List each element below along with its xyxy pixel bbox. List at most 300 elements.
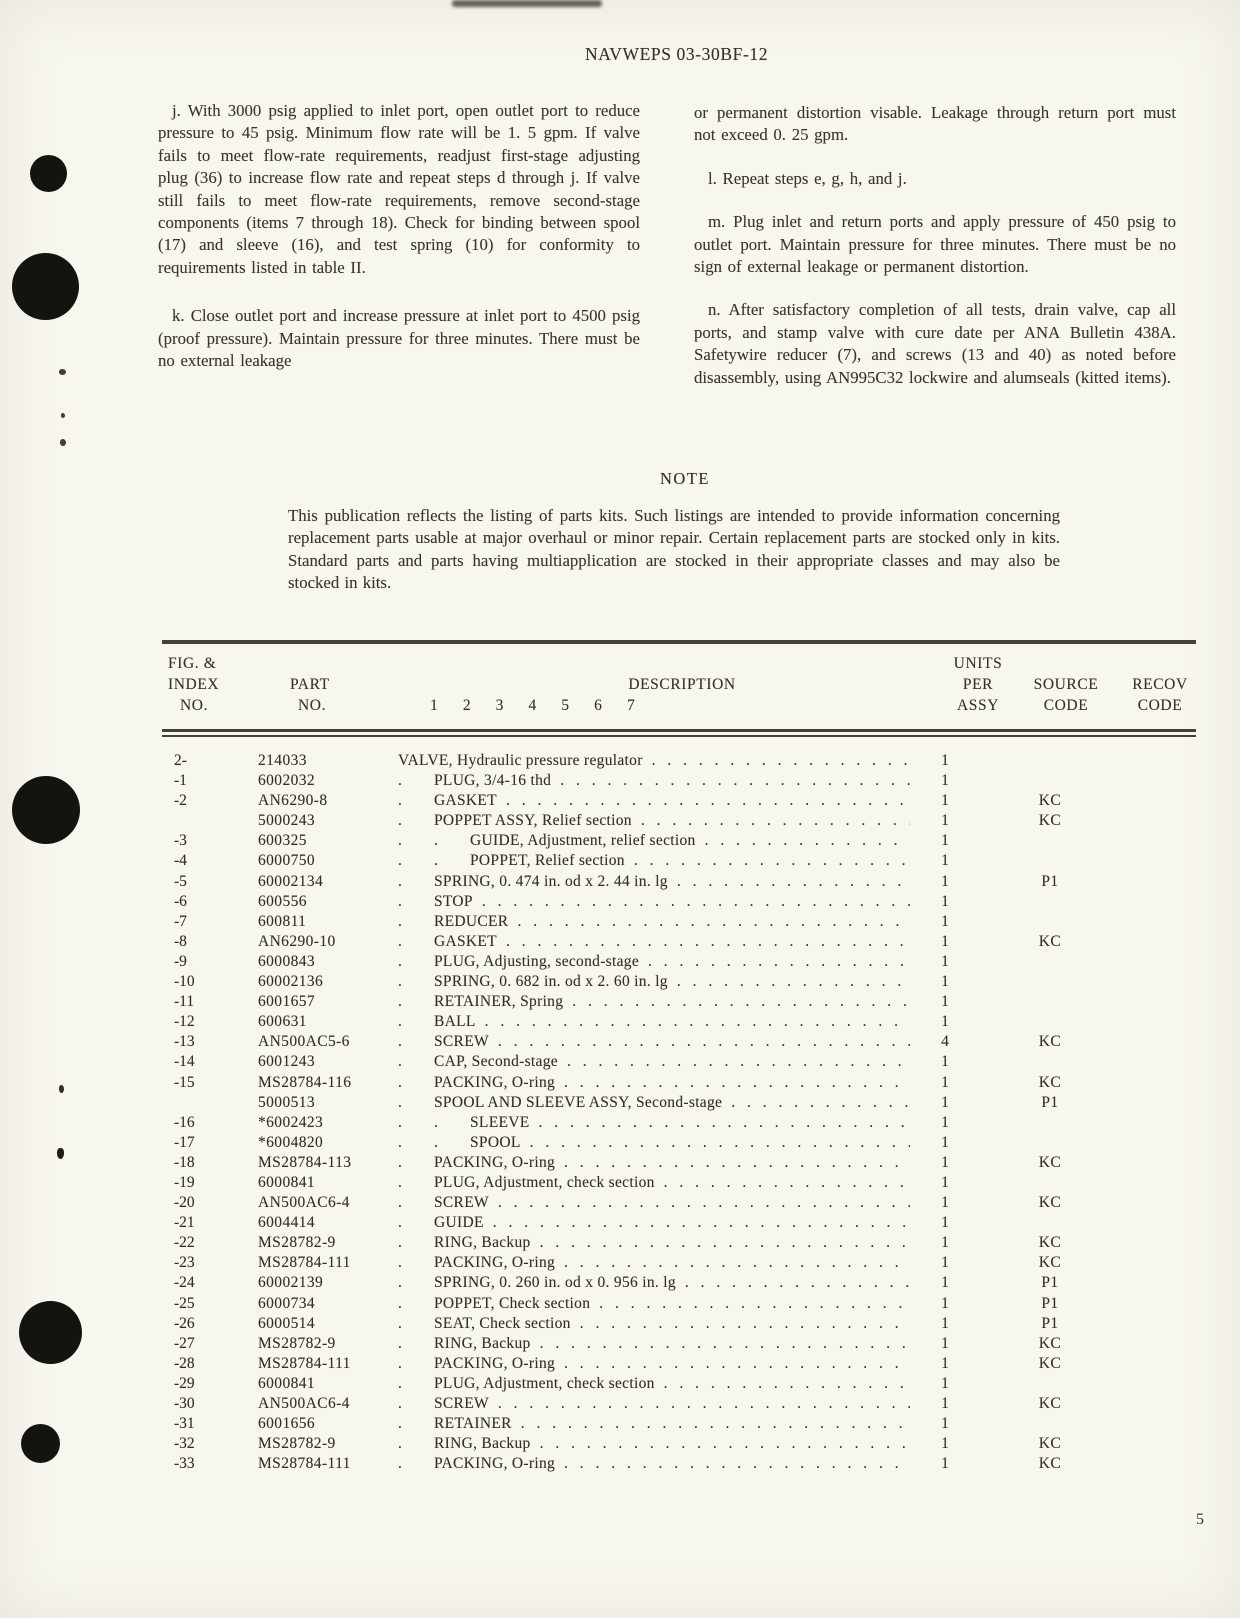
description-text: PACKING, O-ring <box>434 1073 556 1091</box>
fig-index-cell: -20 <box>174 1194 195 1212</box>
paragraph-k: k. Close outlet port and increase pressure at inlet port to 4500 psig (proof pressure). Maintain pressure for three minutes. There must be no external leakage <box>158 306 640 371</box>
table-rule-header-bottom <box>162 729 1196 732</box>
fig-index-cell: 2- <box>174 752 187 769</box>
punch-hole-mark <box>30 155 67 192</box>
fig-index-cell: -31 <box>174 1415 195 1433</box>
units-per-assy-cell: 1 <box>941 772 949 790</box>
source-code-cell: KC <box>1038 792 1062 810</box>
units-per-assy-cell: 1 <box>941 832 949 850</box>
dot-leader <box>530 1134 910 1152</box>
indent-dot: . <box>398 872 402 890</box>
indent-dot: . <box>398 832 402 850</box>
units-per-assy-cell: 1 <box>941 1415 949 1433</box>
table-row <box>160 933 1200 953</box>
description-text: BALL <box>434 1013 476 1031</box>
dot-leader <box>506 792 910 810</box>
source-code-cell: KC <box>1038 1254 1062 1272</box>
ink-speck <box>57 1148 64 1159</box>
description-cell <box>398 812 910 830</box>
paragraph-j: j. With 3000 psig applied to inlet port, open outlet port to reduce pressure to 45 psig. Minimum flow rate will be 1. 5 gpm. If valve fails to meet flow-rate requirements, readjust first-stage adjusting plug (36) to increase flow rate and repeat steps d through j. If valve still fails to meet flow-rate requirements, remove second-stage components (items 7 through 18). Check for binding between spool (17) and sleeve (16), and test spring (10) for conformity to requirements listed in table II. <box>158 101 640 277</box>
source-code-cell: KC <box>1038 1395 1062 1412</box>
part-number-cell: AN500AC6-4 <box>258 1194 350 1212</box>
part-number-cell: 6000734 <box>258 1294 316 1312</box>
dot-leader <box>540 1435 910 1453</box>
part-number-cell: MS28782-9 <box>258 1234 336 1252</box>
indent-dot: . <box>398 952 402 970</box>
indent-dot: . <box>398 1314 402 1332</box>
dot-leader <box>634 852 910 870</box>
units-per-assy-cell: 1 <box>941 1254 949 1272</box>
table-row <box>160 1053 1200 1073</box>
part-number-cell: 6001656 <box>258 1415 316 1433</box>
part-number-cell: MS28784-111 <box>258 1455 351 1473</box>
indent-dot: . <box>398 1053 402 1071</box>
dot-leader <box>677 973 910 991</box>
table-row <box>160 792 1200 812</box>
units-per-assy-cell: 1 <box>941 1113 949 1131</box>
source-code-cell: KC <box>1038 1435 1062 1453</box>
fig-index-cell: -17 <box>174 1133 195 1151</box>
table-row <box>160 1415 1200 1435</box>
table-row <box>160 1154 1200 1174</box>
dot-leader <box>506 933 910 951</box>
description-cell <box>398 1375 910 1393</box>
fig-index-cell: -25 <box>174 1294 195 1312</box>
units-per-assy-cell: 1 <box>941 1214 949 1232</box>
units-per-assy-cell: 1 <box>941 1314 949 1332</box>
source-code-cell: KC <box>1038 1455 1062 1473</box>
paragraph-m: m. Plug inlet and return ports and apply pressure of 450 psig to outlet port. Maintain pressure for three minutes. There must be no sign of external leakage or permanent distortion. <box>694 212 1176 277</box>
paragraph-n: n. After satisfactory completion of all tests, drain valve, cap all ports, and stamp valve with cure date per ANA Bulletin 438A. Safetywire reducer (7), and screws (13 and 40) as noted before disassembly, using AN995C32 lockwire and alumseals (kitted items). <box>694 300 1176 387</box>
table-row <box>160 1355 1200 1375</box>
fig-index-cell: -14 <box>174 1053 195 1071</box>
description-cell <box>398 1114 910 1132</box>
description-cell <box>398 1415 910 1433</box>
fig-index-cell: -18 <box>174 1153 195 1171</box>
dot-leader <box>517 913 910 931</box>
fig-index-cell: -33 <box>174 1455 195 1473</box>
description-cell <box>398 1094 910 1112</box>
part-number-cell: 600556 <box>258 892 307 910</box>
description-cell <box>398 993 910 1011</box>
part-number-cell: *6004820 <box>258 1133 324 1151</box>
punch-hole-mark <box>12 776 80 844</box>
units-per-assy-cell: 1 <box>941 1334 949 1352</box>
source-code-cell: KC <box>1038 1153 1062 1171</box>
description-text: SPOOL <box>470 1133 521 1151</box>
part-number-cell: MS28784-111 <box>258 1354 351 1372</box>
indent-dot: . <box>398 1153 402 1171</box>
description-text: SPRING, 0. 682 in. od x 2. 60 in. lg <box>434 973 668 991</box>
description-cell <box>398 1274 910 1292</box>
table-row <box>160 1335 1200 1355</box>
description-cell <box>398 1134 910 1152</box>
scan-smudge <box>452 0 602 7</box>
fig-index-cell: -3 <box>174 832 187 850</box>
dot-leader <box>521 1415 910 1433</box>
description-text: STOP <box>434 892 473 910</box>
table-row <box>160 752 1200 772</box>
indent-dot: . <box>398 1294 402 1312</box>
dot-leader <box>731 1094 910 1112</box>
dot-leader <box>705 832 910 850</box>
paragraph-k-continued: or permanent distortion visable. Leakage through return port must not exceed 0. 25 gpm. <box>694 103 1176 145</box>
units-per-assy-cell: 1 <box>941 1294 949 1312</box>
fig-index-cell: -24 <box>174 1274 195 1292</box>
indent-dot: . <box>398 1113 402 1131</box>
units-per-assy-cell: 1 <box>941 912 949 930</box>
indent-dot: . <box>398 1395 402 1412</box>
source-code-cell: KC <box>1038 1033 1062 1051</box>
units-per-assy-cell: 1 <box>941 1395 949 1412</box>
indent-dot: . <box>398 1455 402 1473</box>
table-row <box>160 973 1200 993</box>
description-cell <box>398 1395 910 1413</box>
units-per-assy-cell: 1 <box>941 1374 949 1392</box>
units-per-assy-cell: 1 <box>941 952 949 970</box>
part-number-cell: 6000841 <box>258 1173 316 1191</box>
description-text: PACKING, O-ring <box>434 1455 556 1473</box>
part-number-cell: 5000513 <box>258 1093 316 1111</box>
part-number-cell: 600811 <box>258 912 307 930</box>
fig-index-cell: -21 <box>174 1214 195 1232</box>
source-code-cell: KC <box>1038 1194 1062 1212</box>
part-number-cell: 5000243 <box>258 812 316 830</box>
description-text: RING, Backup <box>434 1234 531 1252</box>
description-cell <box>398 1254 910 1272</box>
description-text: SPRING, 0. 474 in. od x 2. 44 in. lg <box>434 872 668 890</box>
fig-index-cell: -11 <box>174 993 195 1011</box>
header-recov-line2: CODE <box>1137 697 1183 714</box>
indent-dot: . <box>398 1415 402 1433</box>
indent-dot: . <box>398 1254 402 1272</box>
description-text: SLEEVE <box>470 1113 530 1131</box>
fig-index-cell: -15 <box>174 1073 195 1091</box>
part-number-cell: 600325 <box>258 832 307 850</box>
fig-index-cell: -10 <box>174 973 195 991</box>
header-indent-scale: 1 2 3 4 5 6 7 <box>430 697 636 714</box>
indent-dot: . <box>398 1274 402 1292</box>
indent-dot: . <box>398 1013 402 1031</box>
punch-hole-mark <box>12 253 79 320</box>
description-cell <box>398 973 910 991</box>
part-number-cell: AN500AC5-6 <box>258 1033 350 1051</box>
table-row <box>160 1435 1200 1455</box>
table-row <box>160 873 1200 893</box>
description-text: RING, Backup <box>434 1334 531 1352</box>
fig-index-cell: -27 <box>174 1334 195 1352</box>
part-number-cell: AN500AC6-4 <box>258 1395 350 1412</box>
header-units-line1: UNITS <box>953 655 1003 672</box>
note-body: This publication reflects the listing of parts kits. Such listings are intended to provide information concerning replacement parts usable at major overhaul or minor repair. Certain replacement parts are stocked only in kits. Standard parts and parts having multiapplication are stocked in their appropriate classes and may also be stocked in kits. <box>288 506 1060 593</box>
header-part-line2: NO. <box>298 697 327 714</box>
document-title: NAVWEPS 03-30BF-12 <box>585 44 769 64</box>
description-text: PLUG, Adjustment, check section <box>434 1173 655 1191</box>
table-row <box>160 953 1200 973</box>
units-per-assy-cell: 1 <box>941 1274 949 1292</box>
units-per-assy-cell: 1 <box>941 1133 949 1151</box>
dot-leader <box>677 873 910 891</box>
dot-leader <box>652 752 910 770</box>
indent-dot: . <box>398 1374 402 1392</box>
description-text: SPRING, 0. 260 in. od x 0. 956 in. lg <box>434 1274 676 1292</box>
dot-leader <box>485 1013 910 1031</box>
source-code-cell: KC <box>1038 1354 1062 1372</box>
header-description: DESCRIPTION <box>628 676 736 693</box>
part-number-cell: 6000843 <box>258 952 316 970</box>
dot-leader <box>564 1355 910 1373</box>
source-code-cell: P1 <box>1041 1294 1059 1312</box>
description-cell <box>398 1033 910 1051</box>
table-row <box>160 1114 1200 1134</box>
header-source-line1: SOURCE <box>1033 676 1099 693</box>
units-per-assy-cell: 4 <box>941 1033 949 1051</box>
table-row <box>160 1214 1200 1234</box>
part-number-cell: *6002423 <box>258 1113 324 1131</box>
indent-dot: . <box>434 852 438 870</box>
dot-leader <box>572 993 910 1011</box>
description-text: PLUG, Adjustment, check section <box>434 1374 655 1392</box>
dot-leader <box>564 1154 910 1172</box>
table-row <box>160 1395 1200 1415</box>
dot-leader <box>498 1194 910 1212</box>
part-number-cell: 60002134 <box>258 872 324 890</box>
description-cell <box>398 1295 910 1313</box>
fig-index-cell: -6 <box>174 892 187 910</box>
dot-leader <box>567 1053 910 1071</box>
text-column-right <box>694 102 1176 389</box>
indent-dot: . <box>398 852 402 870</box>
indent-dot: . <box>398 932 402 950</box>
indent-dot: . <box>398 1234 402 1252</box>
fig-index-cell: -12 <box>174 1013 195 1031</box>
indent-dot: . <box>434 832 438 850</box>
description-cell <box>398 873 910 891</box>
source-code-cell: KC <box>1038 1073 1062 1091</box>
description-text: REDUCER <box>434 912 509 930</box>
dot-leader <box>540 1335 910 1353</box>
description-text: PACKING, O-ring <box>434 1354 556 1372</box>
table-row <box>160 1094 1200 1114</box>
indent-dot: . <box>398 1073 402 1091</box>
units-per-assy-cell: 1 <box>941 852 949 870</box>
units-per-assy-cell: 1 <box>941 973 949 991</box>
text-column-left <box>158 100 640 372</box>
description-cell <box>398 1214 910 1232</box>
dot-leader <box>641 812 910 830</box>
description-text: POPPET, Relief section <box>470 852 625 870</box>
fig-index-cell: -26 <box>174 1314 195 1332</box>
part-number-cell: MS28782-9 <box>258 1435 336 1453</box>
units-per-assy-cell: 1 <box>941 1234 949 1252</box>
ink-speck <box>61 413 65 418</box>
description-text: VALVE, Hydraulic pressure regulator <box>398 752 643 769</box>
units-per-assy-cell: 1 <box>941 792 949 810</box>
table-row <box>160 1274 1200 1294</box>
header-part-line1: PART <box>290 676 330 693</box>
description-text: RETAINER <box>434 1415 512 1433</box>
description-cell <box>398 792 910 810</box>
dot-leader <box>664 1375 910 1393</box>
part-number-cell: 6000841 <box>258 1374 316 1392</box>
description-text: RING, Backup <box>434 1435 531 1453</box>
indent-dot: . <box>398 1435 402 1453</box>
table-row <box>160 1254 1200 1274</box>
indent-dot: . <box>398 1173 402 1191</box>
description-cell <box>398 1154 910 1172</box>
table-row <box>160 1134 1200 1154</box>
units-per-assy-cell: 1 <box>941 1013 949 1031</box>
source-code-cell: P1 <box>1041 872 1059 890</box>
description-text: PLUG, Adjusting, second-stage <box>434 952 640 970</box>
description-cell <box>398 752 910 770</box>
table-row <box>160 852 1200 872</box>
table-row <box>160 1234 1200 1254</box>
table-row <box>160 913 1200 933</box>
description-text: PACKING, O-ring <box>434 1153 556 1171</box>
table-row <box>160 1174 1200 1194</box>
description-cell <box>398 1194 910 1212</box>
table-row <box>160 1033 1200 1053</box>
description-text: PLUG, 3/4-16 thd <box>434 772 552 790</box>
indent-dot: . <box>398 812 402 830</box>
part-number-cell: 6000514 <box>258 1314 316 1332</box>
fig-index-cell: -7 <box>174 912 187 930</box>
units-per-assy-cell: 1 <box>941 1173 949 1191</box>
description-text: PACKING, O-ring <box>434 1254 556 1272</box>
part-number-cell: MS28782-9 <box>258 1334 336 1352</box>
units-per-assy-cell: 1 <box>941 1053 949 1071</box>
dot-leader <box>560 772 910 790</box>
description-text: SCREW <box>434 1395 489 1412</box>
header-source-line2: CODE <box>1043 697 1089 714</box>
part-number-cell: 600631 <box>258 1013 307 1031</box>
units-per-assy-cell: 1 <box>941 1153 949 1171</box>
indent-dot: . <box>398 1133 402 1151</box>
fig-index-cell: -4 <box>174 852 187 870</box>
description-text: POPPET, Check section <box>434 1294 591 1312</box>
dot-leader <box>599 1295 910 1313</box>
indent-dot: . <box>398 1214 402 1232</box>
table-row <box>160 772 1200 792</box>
dot-leader <box>580 1315 910 1333</box>
paragraph-l: l. Repeat steps e, g, h, and j. <box>708 168 907 188</box>
header-units-line3: ASSY <box>956 697 1000 714</box>
description-text: GASKET <box>434 792 497 810</box>
indent-dot: . <box>398 1354 402 1372</box>
header-recov-line1: RECOV <box>1132 676 1188 693</box>
description-cell <box>398 1174 910 1192</box>
description-cell <box>398 1315 910 1333</box>
description-cell <box>398 1335 910 1353</box>
part-number-cell: 60002139 <box>258 1274 324 1292</box>
table-row <box>160 993 1200 1013</box>
source-code-cell: KC <box>1038 812 1062 830</box>
description-cell <box>398 1013 910 1031</box>
table-row <box>160 1194 1200 1214</box>
source-code-cell: P1 <box>1041 1093 1059 1111</box>
fig-index-cell: -22 <box>174 1234 195 1252</box>
parts-table-body <box>160 752 1200 1475</box>
indent-dot: . <box>398 792 402 810</box>
ink-speck <box>59 369 66 375</box>
part-number-cell: MS28784-113 <box>258 1153 352 1171</box>
indent-dot: . <box>398 1334 402 1352</box>
dot-leader <box>498 1395 910 1413</box>
part-number-cell: MS28784-111 <box>258 1254 351 1272</box>
table-row <box>160 893 1200 913</box>
fig-index-cell: -16 <box>174 1113 195 1131</box>
fig-index-cell: -23 <box>174 1254 195 1272</box>
fig-index-cell: -13 <box>174 1033 195 1051</box>
fig-index-cell: -28 <box>174 1354 195 1372</box>
description-cell <box>398 832 910 850</box>
dot-leader <box>564 1254 910 1272</box>
part-number-cell: 6002032 <box>258 772 316 790</box>
fig-index-cell: -29 <box>174 1374 195 1392</box>
dot-leader <box>498 1033 910 1051</box>
description-text: SEAT, Check section <box>434 1314 571 1332</box>
ink-speck <box>60 439 66 446</box>
source-code-cell: KC <box>1038 932 1062 950</box>
description-cell <box>398 1234 910 1252</box>
description-text: GUIDE <box>434 1214 484 1232</box>
dot-leader <box>482 893 910 911</box>
indent-dot: . <box>398 892 402 910</box>
units-per-assy-cell: 1 <box>941 752 949 769</box>
description-cell <box>398 852 910 870</box>
units-per-assy-cell: 1 <box>941 1435 949 1453</box>
description-text: SCREW <box>434 1194 489 1212</box>
part-number-cell: MS28784-116 <box>258 1073 352 1091</box>
indent-dot: . <box>398 973 402 991</box>
indent-dot: . <box>398 993 402 1011</box>
table-row <box>160 1455 1200 1475</box>
units-per-assy-cell: 1 <box>941 1093 949 1111</box>
source-code-cell: P1 <box>1041 1314 1059 1332</box>
table-row <box>160 1074 1200 1094</box>
dot-leader <box>564 1074 910 1092</box>
table-row <box>160 832 1200 852</box>
fig-index-cell: -8 <box>174 932 187 950</box>
fig-index-cell: -5 <box>174 872 187 890</box>
units-per-assy-cell: 1 <box>941 872 949 890</box>
units-per-assy-cell: 1 <box>941 1455 949 1473</box>
fig-index-cell: -2 <box>174 792 187 810</box>
header-fig-line3: NO. <box>180 697 209 714</box>
fig-index-cell: -30 <box>174 1395 195 1412</box>
table-row <box>160 1295 1200 1315</box>
fig-index-cell: -32 <box>174 1435 195 1453</box>
description-cell <box>398 1053 910 1071</box>
part-number-cell: 6000750 <box>258 852 316 870</box>
dot-leader <box>564 1455 910 1473</box>
description-cell <box>398 1074 910 1092</box>
part-number-cell: 6001657 <box>258 993 316 1011</box>
table-row <box>160 1013 1200 1033</box>
part-number-cell: AN6290-8 <box>258 792 328 810</box>
description-text: POPPET ASSY, Relief section <box>434 812 632 830</box>
header-fig-line2: INDEX <box>168 676 220 693</box>
ink-speck <box>59 1085 64 1093</box>
indent-dot: . <box>398 1033 402 1051</box>
source-code-cell: KC <box>1038 1334 1062 1352</box>
punch-hole-mark <box>21 1424 60 1463</box>
indent-dot: . <box>398 912 402 930</box>
indent-dot: . <box>398 1194 402 1212</box>
units-per-assy-cell: 1 <box>941 1354 949 1372</box>
dot-leader <box>540 1234 910 1252</box>
